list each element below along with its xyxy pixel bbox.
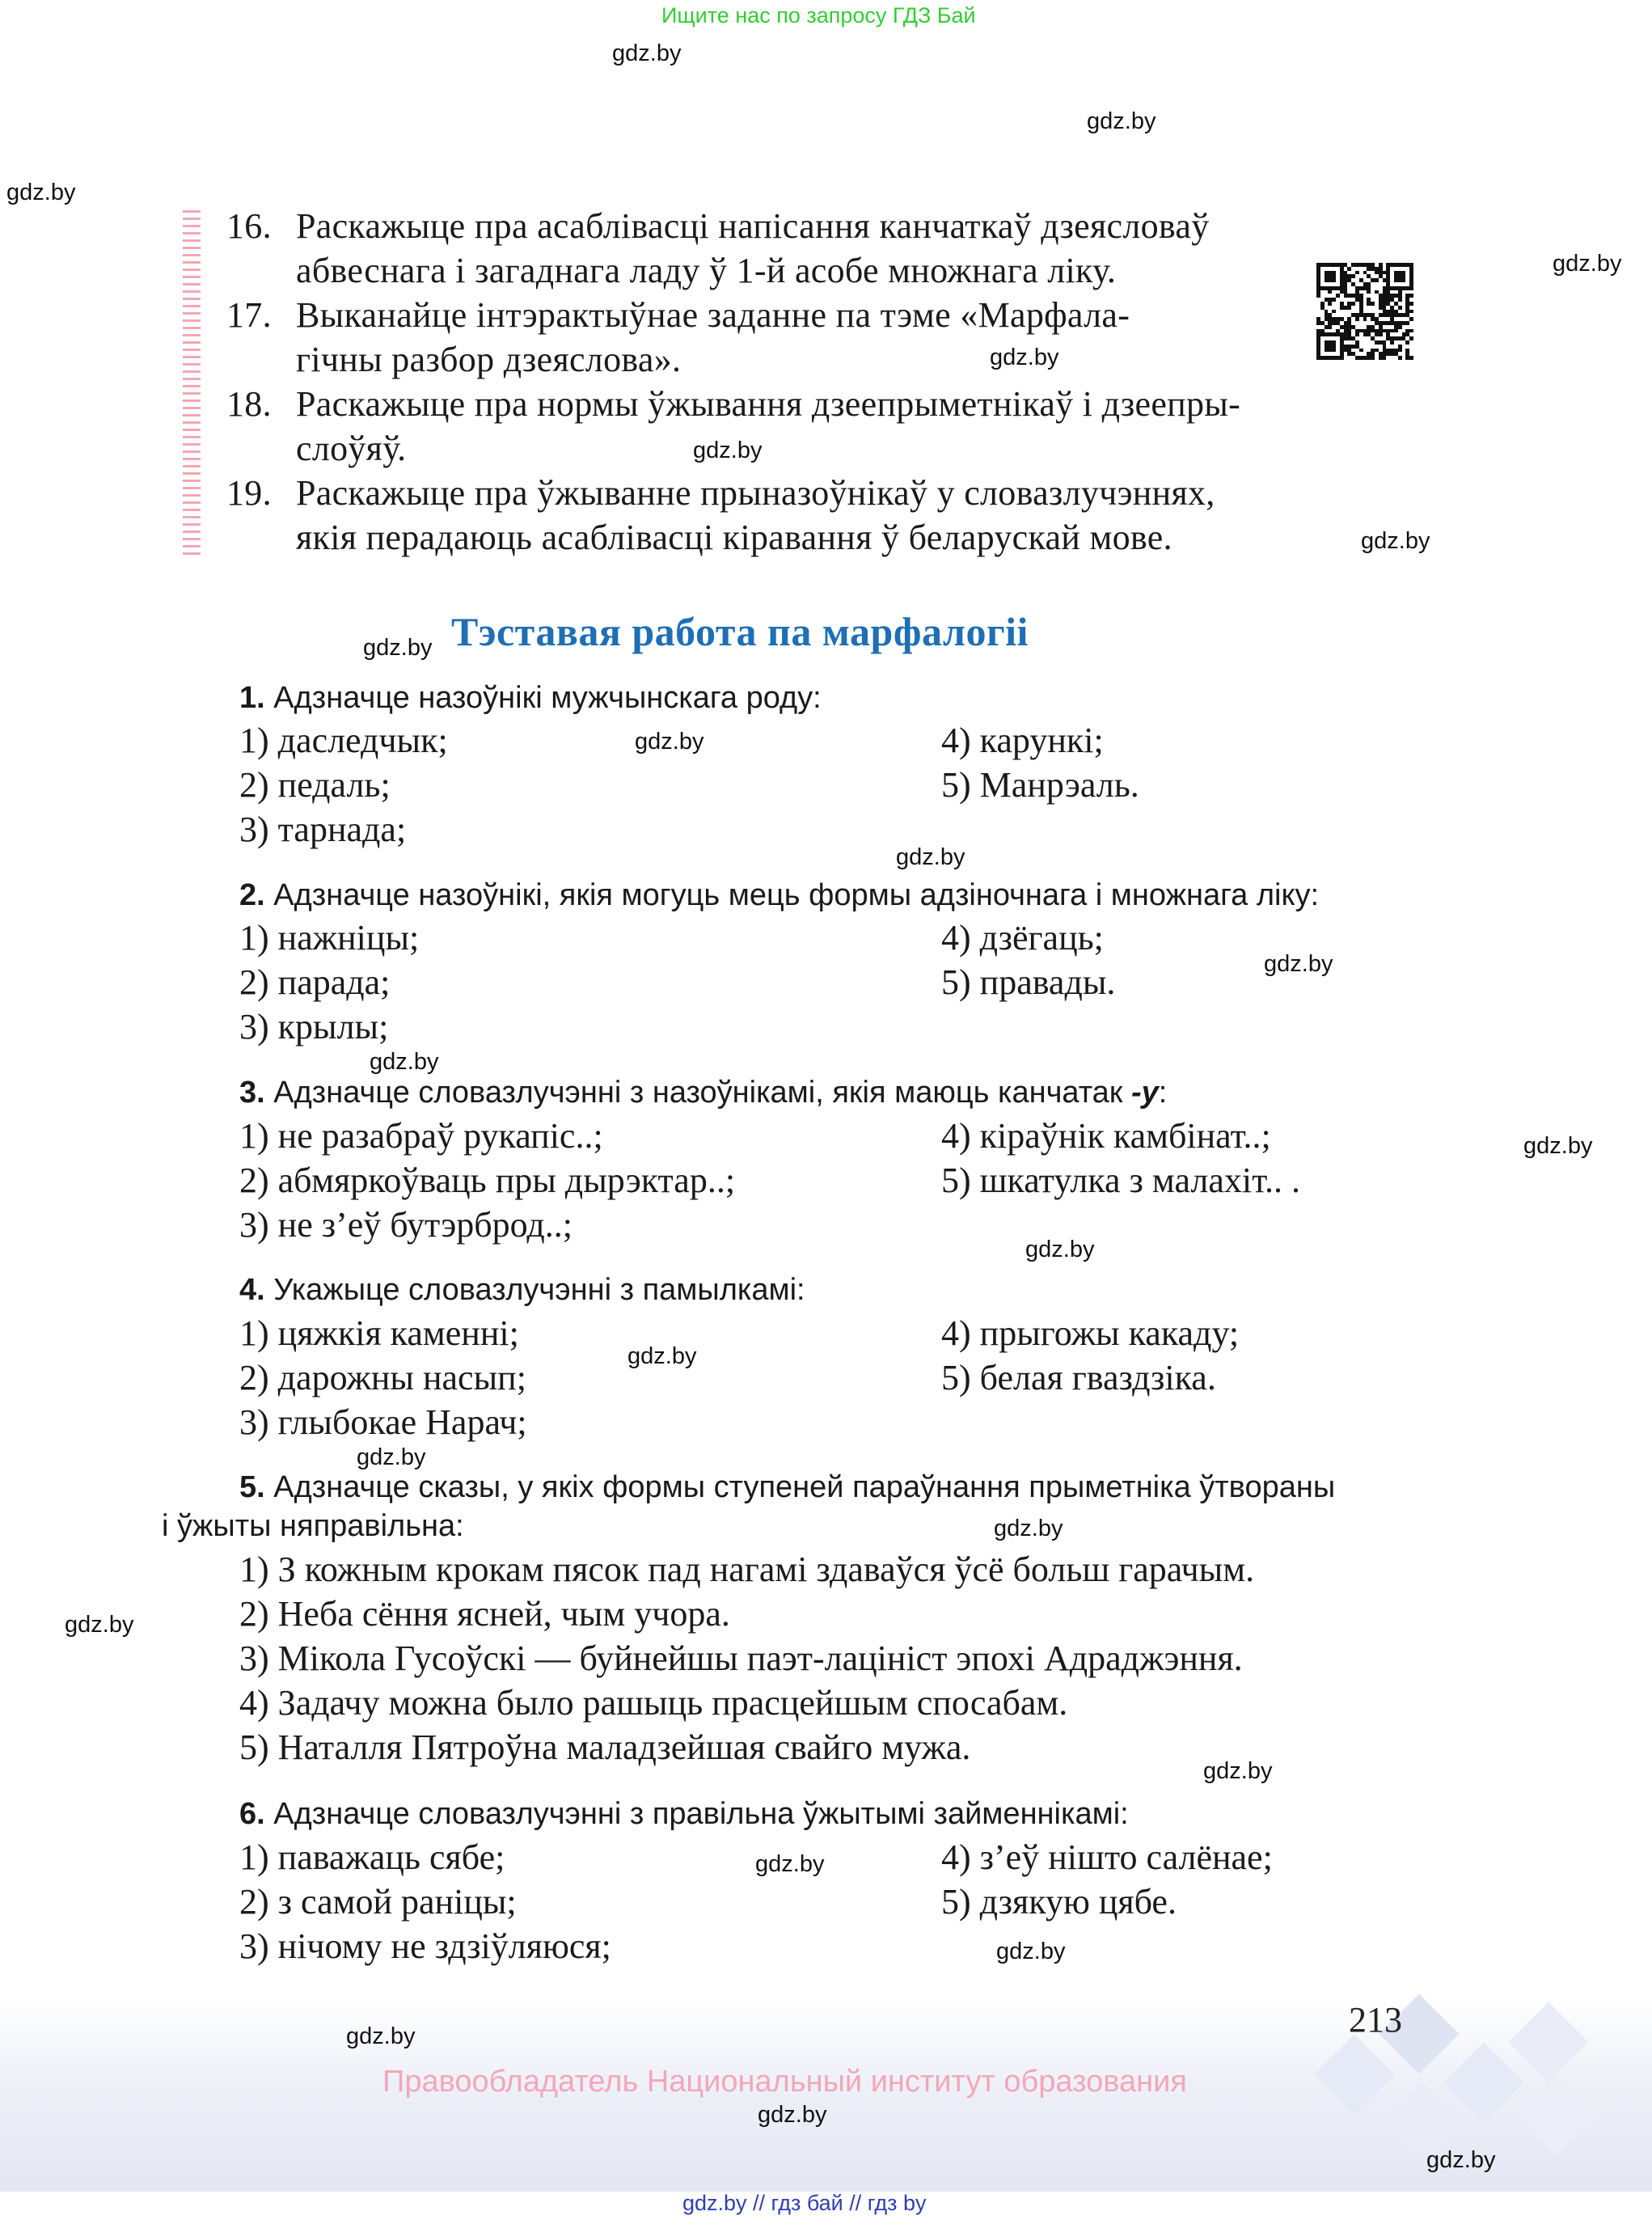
bottom-links[interactable]: gdz.by // гдз бай // гдз by (682, 2191, 927, 2215)
copyright-notice: Правообладатель Национальный институт образования (382, 2065, 1187, 2099)
page-number: 213 (1349, 2000, 1402, 2040)
task-heading: 6. Адзначце словазлучэнні з правільна ўжытымі займеннікамі: (239, 1797, 1129, 1831)
answer-option[interactable]: 3) тарнада; (239, 810, 407, 849)
watermark: gdz.by (346, 2023, 416, 2049)
watermark: gdz.by (1264, 951, 1333, 977)
answer-option[interactable]: 1) нажніцы; (239, 918, 420, 958)
question-text: якія перадаюць асаблівасці кіравання ў беларускай мове. (296, 518, 1172, 557)
watermark: gdz.by (1553, 251, 1622, 277)
question-text: абвеснага і загаднага ладу ў 1-й асобе множнага ліку. (296, 251, 1117, 290)
question-number: 19. (226, 473, 272, 513)
watermark: gdz.by (1361, 528, 1430, 554)
answer-option[interactable]: 1) не разабраў рукапіс..; (239, 1116, 603, 1156)
watermark: gdz.by (896, 844, 965, 870)
answer-option[interactable]: 5) дзякую цябе. (941, 1882, 1177, 1922)
answer-option[interactable]: 4) Задачу можна было рашыць прасцейшым спосабам. (239, 1683, 1068, 1723)
task-heading: 5. Адзначце сказы, у якіх формы ступеней параўнання прыметніка ўтвораны (239, 1470, 1336, 1504)
answer-option[interactable]: 3) не з’еў бутэрброд..; (239, 1205, 572, 1245)
answer-option[interactable]: 4) прыгожы какаду; (941, 1313, 1240, 1353)
watermark: gdz.by (1426, 2147, 1496, 2173)
question-text: Раскажыце пра асаблівасці напісання канчаткаў дзеясловаў (296, 206, 1210, 246)
watermark: gdz.by (6, 180, 76, 205)
question-text: Раскажыце пра нормы ўжывання дзеепрыметнікаў і дзеепры- (296, 384, 1241, 424)
task-heading-continued: і ўжыты няправільна: (162, 1509, 464, 1543)
watermark: gdz.by (755, 1851, 825, 1877)
task-heading: 2. Адзначце назоўнікі, якія могуць мець формы адзіночнага і множнага ліку: (239, 878, 1320, 912)
question-text: Раскажыце пра ўжыванне прыназоўнікаў у словазлучэннях, (296, 473, 1215, 513)
answer-option[interactable]: 2) абмяркоўваць пры дырэктар..; (239, 1161, 736, 1200)
watermark: gdz.by (357, 1444, 426, 1470)
answer-option[interactable]: 5) белая гваздзіка. (941, 1358, 1216, 1397)
answer-option[interactable]: 1) З кожным крокам пясок пад нагамі здаваўся ўсё больш гарачым. (239, 1550, 1255, 1589)
answer-option[interactable]: 1) паважаць сябе; (239, 1837, 505, 1877)
answer-option[interactable]: 4) дзёгаць; (941, 918, 1104, 958)
answer-option[interactable]: 5) правады. (941, 962, 1116, 1002)
watermark: gdz.by (65, 1612, 134, 1638)
answer-option[interactable]: 2) Неба сёння ясней, чым учора. (239, 1594, 730, 1634)
answer-option[interactable]: 3) глыбокае Нарач; (239, 1402, 527, 1442)
search-banner: Ищите нас по запросу ГДЗ Бай (661, 3, 976, 27)
question-number: 16. (226, 206, 272, 246)
watermark: gdz.by (1523, 1133, 1593, 1159)
task-heading: 1. Адзначце назоўнікі мужчынскага роду: (239, 681, 822, 715)
watermark: gdz.by (363, 635, 433, 661)
answer-option[interactable]: 1) даследчык; (239, 721, 448, 760)
watermark: gdz.by (635, 729, 704, 755)
answer-option[interactable]: 2) дарожны насып; (239, 1358, 526, 1397)
question-number: 18. (226, 384, 272, 424)
answer-option[interactable]: 2) парада; (239, 962, 391, 1002)
answer-option[interactable]: 5) Манрэаль. (941, 765, 1139, 805)
answer-option[interactable]: 3) крылы; (239, 1007, 389, 1046)
watermark: gdz.by (1025, 1237, 1095, 1262)
question-number: 17. (226, 295, 272, 335)
answer-option[interactable]: 1) цяжкія каменні; (239, 1313, 519, 1353)
answer-option[interactable]: 5) шкатулка з малахіт.. . (941, 1161, 1301, 1200)
watermark: gdz.by (996, 1939, 1066, 1964)
watermark: gdz.by (1087, 108, 1156, 134)
task-heading: 3. Адзначце словазлучэнні з назоўнікамі, якія маюць канчатак -у: (239, 1076, 1168, 1110)
watermark: gdz.by (693, 438, 763, 463)
answer-option[interactable]: 4) з’еў нішто салёнае; (941, 1837, 1273, 1877)
watermark: gdz.by (627, 1343, 697, 1369)
answer-option[interactable]: 4) кіраўнік камбінат..; (941, 1116, 1271, 1156)
answer-option[interactable]: 5) Наталля Пятроўна маладзейшая свайго мужа. (239, 1727, 971, 1767)
watermark: gdz.by (612, 40, 682, 66)
question-text: гічны разбор дзеяслова». (296, 340, 682, 379)
task-heading: 4. Укажыце словазлучэнні з памылкамі: (239, 1273, 805, 1307)
answer-option[interactable]: 2) з самой раніцы; (239, 1882, 517, 1922)
answer-option[interactable]: 4) карункі; (941, 721, 1104, 760)
answer-option[interactable]: 3) Мікола Гусоўскі — буйнейшы паэт-лацініст эпохі Адраджэння. (239, 1638, 1243, 1678)
qr-code-icon[interactable] (1316, 263, 1413, 360)
question-text: Выканайце інтэрактыўнае заданне па тэме «Марфала- (296, 295, 1130, 335)
answer-option[interactable]: 2) педаль; (239, 765, 391, 805)
answer-option[interactable]: 3) нічому не здзіўляюся; (239, 1926, 611, 1966)
watermark: gdz.by (758, 2102, 827, 2128)
watermark: gdz.by (994, 1516, 1063, 1541)
qr-module (1409, 356, 1413, 360)
question-text: слоўяў. (296, 429, 407, 468)
watermark: gdz.by (370, 1049, 439, 1075)
section-title: Тэставая работа па марфалогіі (451, 609, 1029, 654)
decorative-stripe (183, 210, 201, 560)
watermark: gdz.by (990, 345, 1059, 370)
watermark: gdz.by (1203, 1758, 1273, 1784)
